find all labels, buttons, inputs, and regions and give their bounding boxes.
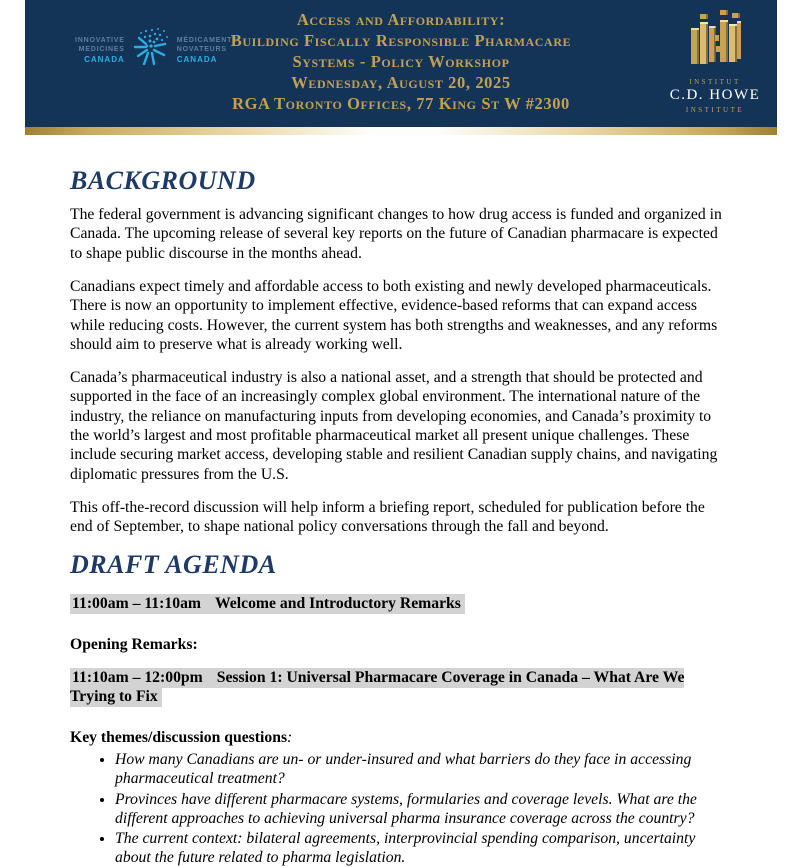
cdhowe-monogram-icon [687, 57, 743, 74]
event-title-line-2: Building Fiscally Responsible Pharmacare [230, 31, 572, 50]
background-paragraph-3: Canada’s pharmaceutical industry is also a national asset, and a strength that should be protected and supported in the face of an increasingly complex global environment. The international nature of the industry, the reliance on manufacturing inputs from developing economies, and Canada’s proximity to the world’s largest and most profitable pharmaceutical market all present unique challenges. These include securing market access, developing stable and resilient Canadian supply chains, and navigating diplomatic pressures from the U.S. [70, 368, 718, 483]
draft-agenda-heading: DRAFT AGENDA [70, 550, 277, 580]
event-title-line-1: Access and Affordability: [296, 10, 506, 29]
imc-fr-line1: MÉDICAMENTS [176, 36, 238, 44]
key-themes-label: Key themes/discussion questions [70, 728, 288, 746]
imc-en-line2: MEDICINES [78, 45, 125, 53]
cdhowe-institut-label: INSTITUT [689, 78, 741, 86]
key-themes-heading [70, 728, 730, 747]
event-title-line-3: Systems - Policy Workshop [292, 52, 510, 71]
event-location-line: RGA Toronto Offices, 77 King St W #2300 [232, 94, 570, 113]
key-themes-list [70, 750, 730, 867]
agenda-item-welcome-title: Welcome and Introductory Remarks [214, 595, 461, 613]
background-paragraph-1: The federal government is advancing significant changes to how drug access is funded and organized in Canada. The upcoming release of several key reports on the future of Canadian pharmacare is expected to shape public discourse in the months ahead. [70, 206, 722, 262]
imc-en-line1: INNOVATIVE [75, 36, 125, 44]
starburst-icon [131, 26, 171, 73]
agenda-item-welcome-highlight [70, 594, 465, 614]
imc-fr-country: CANADA [176, 54, 218, 64]
key-theme-bullet-3: • The current context: bilateral agreements, interprovincial spending comparison, uncertainty about the future related to pharma legislation. [115, 829, 730, 867]
imc-fr-line2: NOVATEURS [176, 45, 227, 53]
cdhowe-institute-label: INSTITUTE [685, 106, 745, 114]
event-title [186, 9, 616, 114]
agenda-item-session1-time: 11:10am – 12:00pm [72, 668, 203, 686]
background-paragraph-4: This off-the-record discussion will help inform a briefing report, scheduled for publication before the end of September, to shape national policy conversations through the fall and beyond. [70, 498, 705, 536]
background-paragraph-2: Canadians expect timely and affordable access to both existing and newly developed pharmaceuticals. There is now an opportunity to implement effective, evidence-based reforms that can expand access while reducing costs. However, the current system has both strengths and weaknesses, and any reforms should aim to preserve what is already working well. [70, 277, 718, 353]
agenda-item-welcome [70, 594, 730, 613]
document-body [0, 166, 800, 867]
agenda-item-session1 [70, 668, 730, 707]
agenda-item-welcome-time: 11:00am – 11:10am [72, 595, 201, 613]
cdhowe-logo [665, 8, 765, 114]
gold-divider [25, 127, 777, 135]
agenda-item-session1-highlight [70, 668, 684, 707]
key-themes-colon: : [287, 728, 293, 746]
event-date-line: Wednesday, August 20, 2025 [291, 73, 511, 92]
opening-remarks-label: Opening Remarks: [70, 635, 198, 653]
imc-logo-english-text [75, 36, 125, 64]
background-heading: BACKGROUND [70, 166, 256, 195]
key-theme-bullet-2: • Provinces have different pharmacare systems, formularies and coverage levels. What are the different approaches to achieving universal pharma insurance coverage across the country? [115, 790, 730, 828]
key-theme-bullet-1: • How many Canadians are un- or under-insured and what barriers do they face in accessing pharmaceutical treatment? [115, 750, 730, 788]
cdhowe-name-label: C.D. HOWE [669, 87, 761, 103]
agenda-item-session1-title: Session 1: Universal Pharmacare Coverage in Canada – What Are We Trying to Fix [70, 668, 685, 706]
event-banner [25, 0, 777, 127]
imc-en-country: CANADA [84, 54, 125, 64]
